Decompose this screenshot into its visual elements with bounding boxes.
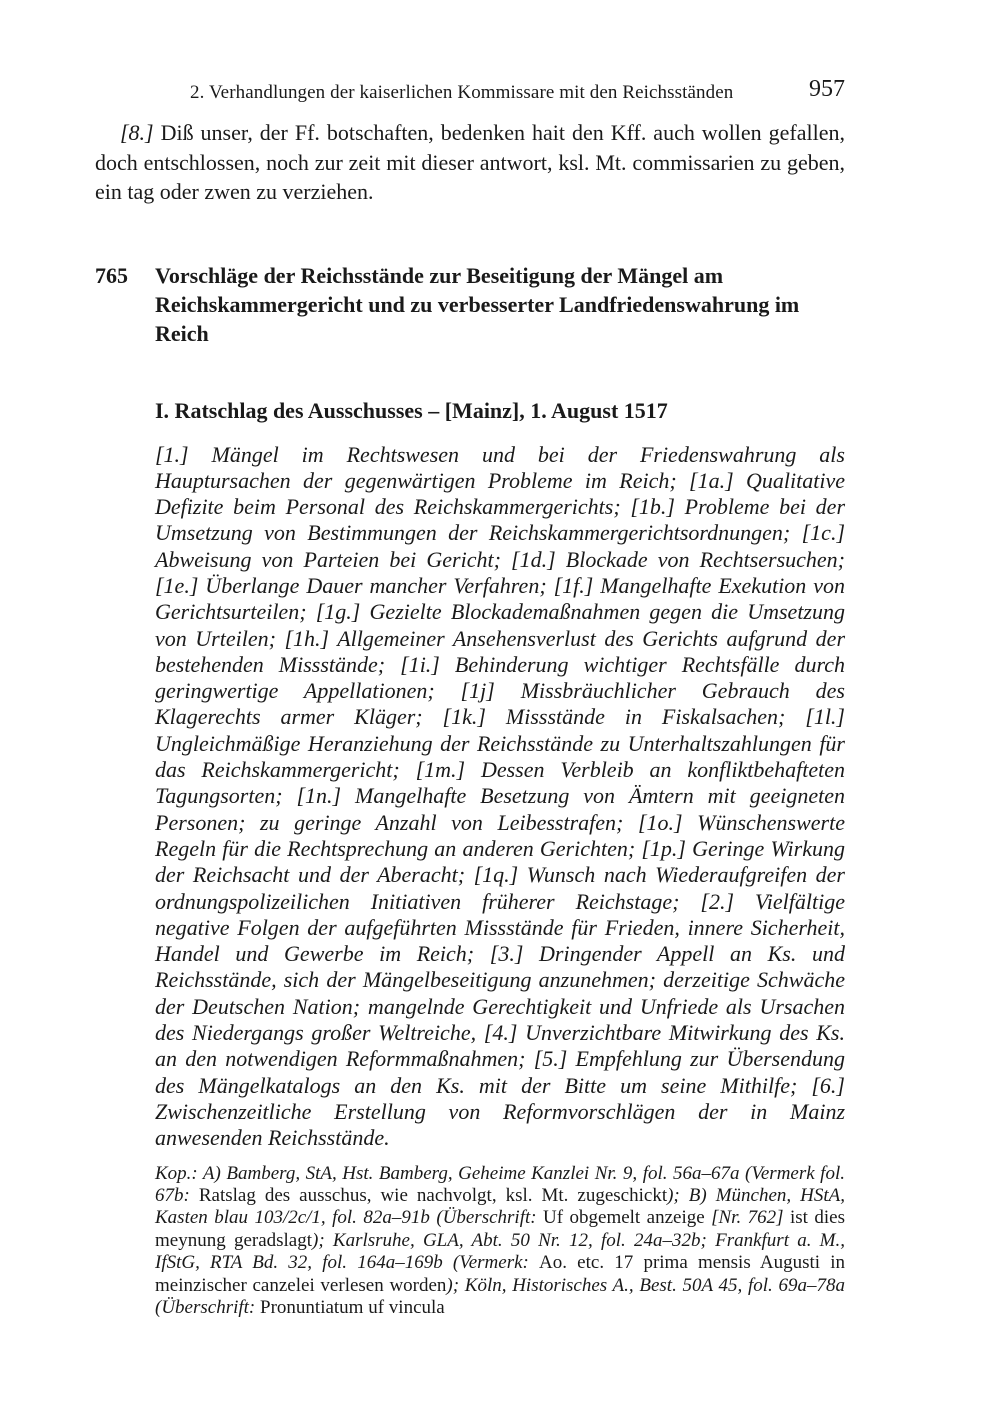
kop-seg: Ratslag des ausschus, wie nachvolgt, ksl. Mt. zugeschickt — [198, 1184, 668, 1206]
kop-seg: Ao. etc. 17 prima mensis Augusti in meinzischer canzelei verlesen worden — [155, 1252, 845, 1296]
page-number: 957 — [809, 76, 845, 102]
document-number: 765 — [95, 262, 128, 288]
kop-seg: Pronuntiatum uf vincula — [260, 1296, 445, 1318]
regest: [1.] Mängel im Rechtswesen und bei der Friedenswahrung als Hauptursachen der gegenwärtigen Probleme im Reich; [1a.] Qualitative Defizite beim Personal des Reichskammergerichts; [1b.] Probleme bei der Umsetzung von Bestimmungen der Reichskammergerichtsordnungen; [1c.] Abweisung von Parteien bei Gericht; [1d.] Blockade von Rechtsersuchen; [1e.] Überlange Dauer mancher Verfahren; [1f.] Mangelhafte Exekution von Gerichtsurteilen; [1g.] Gezielte Blockademaßnahmen gegen die Umsetzung von Urteilen; [1h.] Allgemeiner Ansehensverlust des Gerichts aufgrund der bestehenden Missstände; [1i.] Behinderung wichtiger Rechtsfälle durch geringwertige Appellationen; [1j] Missbräuchlicher Gebrauch des Klagerechts armer Kläger; [1k.] Missstände in Fiskalsachen; [1l.] Ungleichmäßige Heranziehung der Reichsstände zu Unterhaltszahlungen für das Reichskammergericht; [1m.] Dessen Verbleib an konfliktbehafteten Tagungsorten; [1n.] Mangelhafte Besetzung von Ämtern mit geeigneten Personen; zu geringe Anzahl von Leibesstrafen; [1o.] Wünschenswerte Regeln für die Rechtsprechung an anderen Gerichten; [1p.] Geringe Wirkung der Reichsacht und der Aberacht; [1q.] Wunsch nach Wiederaufgreifen der ordnungspolizeilichen Initiativen früherer Reichstage; [2.] Vielfältige negative Folgen der aufgeführten Missstände für Frieden, innere Sicherheit, Handel und Gewerbe im Reich; [3.] Dringender Appell an Ks. und Reichsstände, sich der Mängelbeseitigung anzunehmen; derzeitige Schwäche der Deutschen Nation; mangelnde Gerechtigkeit und Unfriede als Ursachen des Niedergangs großer Weltreiche, [4.] Unverzichtbare Mitwirkung des Ks. an den notwendigen Reformmaßnahmen; [5.] Empfehlung zur Übersendung des Mängelkatalogs an den Ks. mit der Bitte um seine Mithilfe; [6.] Zwischenzeitliche Erstellung von Reformvorschlägen der in Mainz anwesenden Reichsstände. — [155, 441, 845, 1151]
page — [95, 70, 845, 1319]
kop-seg: ); Köln, Historisches A., Best. 50A 45, fol. 69a–78a (Überschrift: — [155, 1274, 845, 1318]
paragraph-text: Diß unser, der Ff. botschaften, bedenken hait den Kff. auch wollen gefallen, doch entschlossen, noch zur zeit mit dieser antwort, ksl. Mt. commissarien zu geben, ein tag oder zwen zu verziehen. — [95, 120, 845, 204]
kop-seg: ); Karlsruhe, GLA, Abt. 50 Nr. 12, fol. 24a–32b; Frankfurt a. M., IfStG, RTA Bd. 32, fol. 164a–169b (Vermerk: — [155, 1229, 846, 1274]
paragraph-8 — [95, 118, 845, 207]
kop-seg: ist dies meynung geradslagt — [155, 1207, 846, 1251]
kop-seg: Kop.: A) Bamberg, StA, Hst. Bamberg, Geheime Kanzlei Nr. 9, fol. 56a–67a (Vermerk fol. 67b: — [155, 1162, 845, 1206]
kop-seg: ); B) München, HStA, Kasten blau 103/2c/1, fol. 82a–91b (Überschrift: — [155, 1184, 846, 1229]
document-title: Vorschläge der Reichsstände zur Beseitigung der Mängel am Reichskammergericht und zu verbesserter Landfriedenswahrung im Reich — [155, 262, 800, 346]
section-title: I. Ratschlag des Ausschusses – [Mainz], 1. August 1517 — [155, 397, 668, 423]
running-head-title: 2. Verhandlungen der kaiserlichen Kommissare mit den Reichsständen — [190, 82, 734, 103]
kop-seg: [Nr. 762] — [711, 1207, 784, 1229]
document-heading — [95, 261, 845, 348]
running-head — [95, 70, 845, 110]
kop-seg: Uf obgemelt anzeige — [543, 1207, 712, 1229]
paragraph-marker: [8.] — [120, 120, 154, 145]
copy-sources — [155, 1163, 845, 1320]
